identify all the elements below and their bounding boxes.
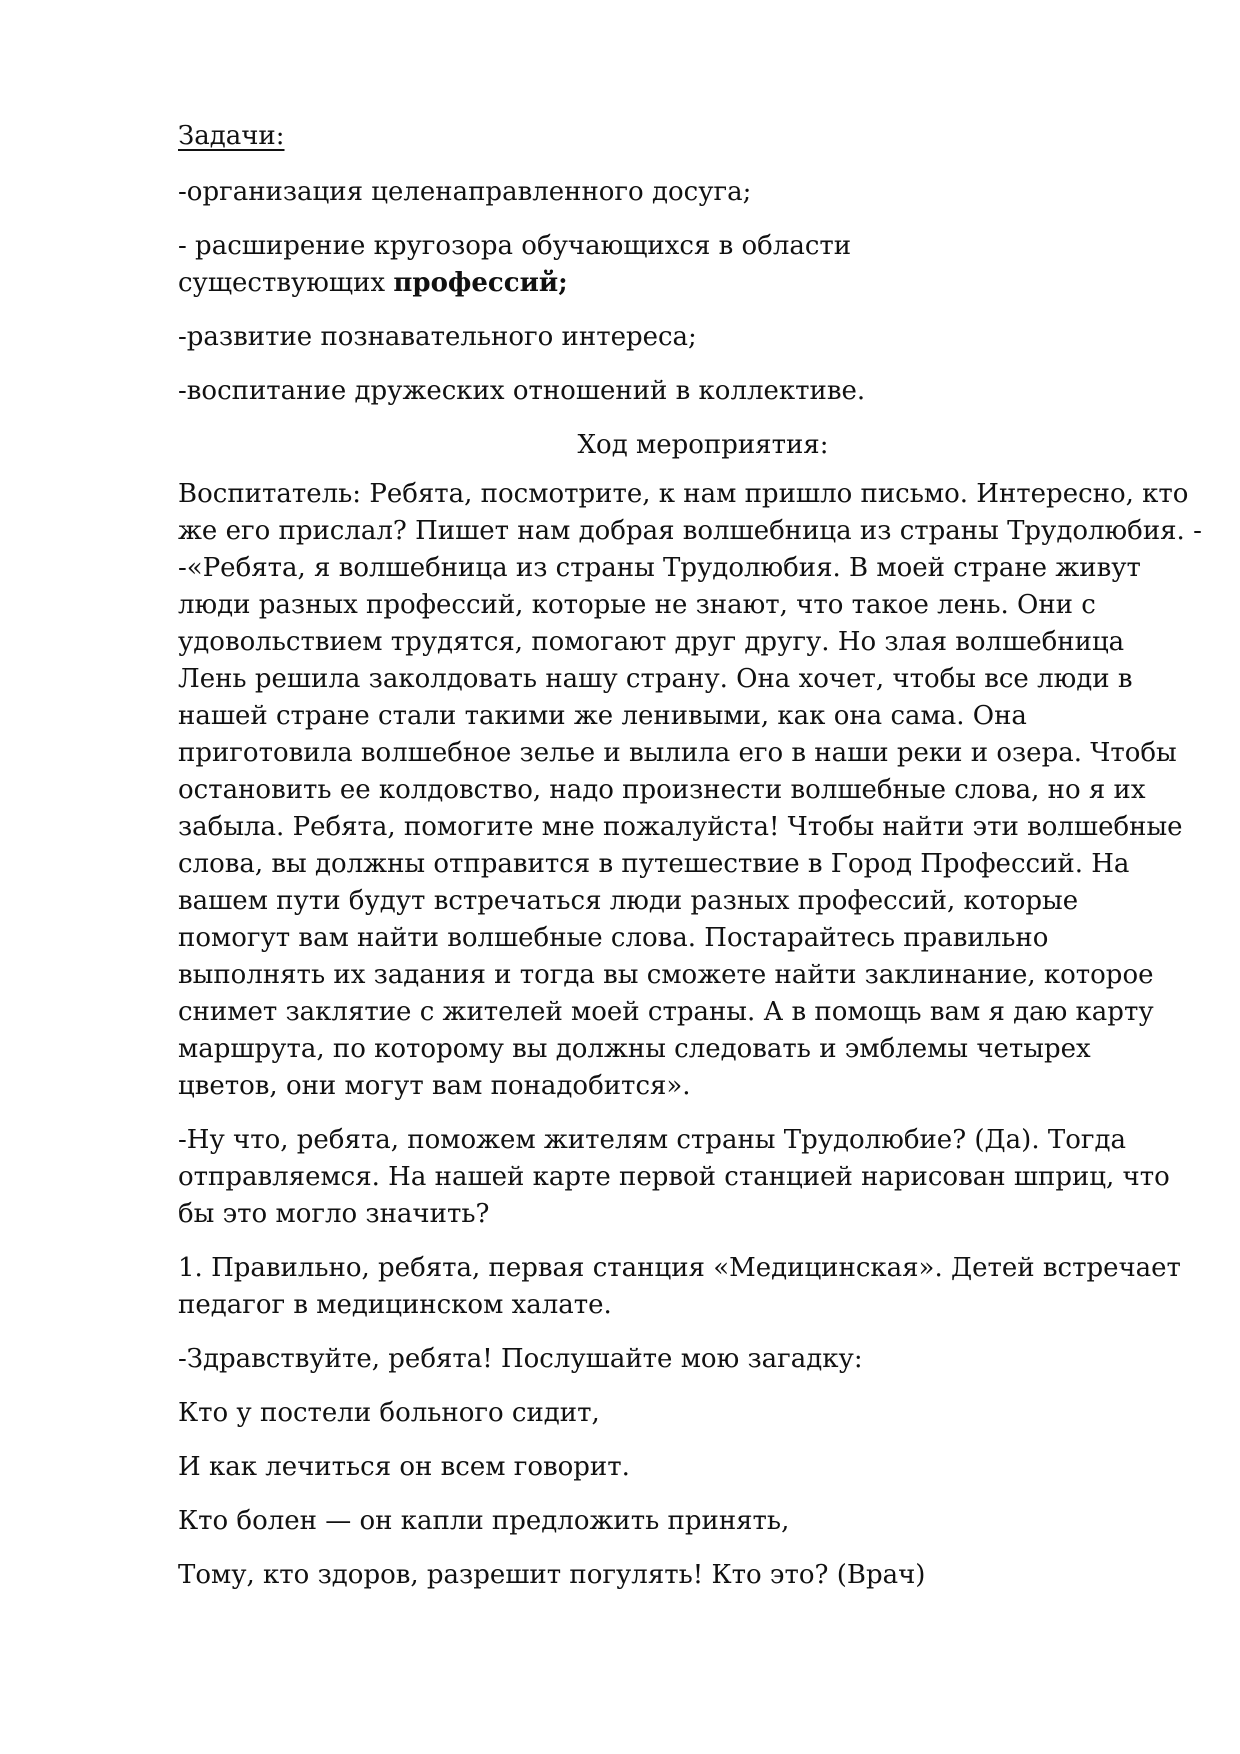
riddle-line: И как лечиться он всем говорит. [178,1452,630,1482]
task-item [178,228,1168,302]
letter-line: остановить ее колдовство, надо произнести волшебные слова, но я их [178,775,1146,805]
letter-line: удовольствием трудятся, помогают друг другу. Но злая волшебница [178,627,1125,657]
task-line: - расширение кругозора обучающихся в области [178,231,852,261]
station-line: педагог в медицинском халате. [178,1290,612,1320]
letter-line: приготовила волшебное зелье и вылила его в наши реки и озера. Чтобы [178,738,1177,768]
station-paragraph [178,1250,1181,1324]
task-item: -развитие познавательного интереса; [178,322,697,352]
riddle-line: Кто у постели больного сидит, [178,1398,600,1428]
letter-line: -«Ребята, я волшебница из страны Трудолюбия. В моей стране живут [178,553,1141,583]
task-line [178,265,1168,302]
letter-line: цветов, они могут вам понадобится». [178,1071,691,1101]
station-line: 1. Правильно, ребята, первая станция «Медицинская». Детей встречает [178,1253,1181,1283]
map-line: отправляемся. На нашей карте первой станцией нарисован шприц, что [178,1162,1170,1192]
letter-paragraph [178,476,1202,1105]
task-text-bold: профессий; [393,268,568,298]
letter-line: вашем пути будут встречаться люди разных профессий, которые [178,886,1079,916]
tasks-heading: Задачи: [178,121,285,151]
greeting-paragraph: -Здравствуйте, ребята! Послушайте мою загадку: [178,1344,863,1374]
letter-line: снимет заклятие с жителей моей страны. А в помощь вам я даю карту [178,997,1154,1027]
map-line: бы это могло значить? [178,1199,490,1229]
riddle-line: Тому, кто здоров, разрешит погулять! Кто это? (Врач) [178,1560,926,1590]
letter-line: Лень решила заколдовать нашу страну. Она хочет, чтобы все люди в [178,664,1133,694]
letter-line: выполнять их задания и тогда вы сможете найти заклинание, которое [178,960,1154,990]
task-item: -воспитание дружеских отношений в коллективе. [178,376,866,406]
letter-line: маршрута, по которому вы должны следовать и эмблемы четырех [178,1034,1091,1064]
map-line: -Ну что, ребята, поможем жителям страны Трудолюбие? (Да). Тогда [178,1125,1126,1155]
task-item: -организация целенаправленного досуга; [178,177,752,207]
letter-line: Воспитатель: Ребята, посмотрите, к нам пришло письмо. Интересно, кто [178,479,1189,509]
letter-line: слова, вы должны отправится в путешествие в Город Профессий. На [178,849,1130,879]
letter-line: же его прислал? Пишет нам добрая волшебница из страны Трудолюбия. - [178,516,1202,546]
letter-line: нашей стране стали такими же ленивыми, как она сама. Она [178,701,1027,731]
document-page [178,118,1202,1611]
map-paragraph [178,1122,1168,1233]
letter-line: помогут вам найти волшебные слова. Постарайтесь правильно [178,923,1049,953]
letter-line: забыла. Ребята, помогите мне пожалуйста! Чтобы найти эти волшебные [178,812,1183,842]
letter-line: люди разных профессий, которые не знают, что такое лень. Они с [178,590,1096,620]
riddle-line: Кто болен — он капли предложить принять, [178,1506,790,1536]
progress-heading: Ход мероприятия: [577,430,829,460]
task-text: существующих [178,268,394,298]
